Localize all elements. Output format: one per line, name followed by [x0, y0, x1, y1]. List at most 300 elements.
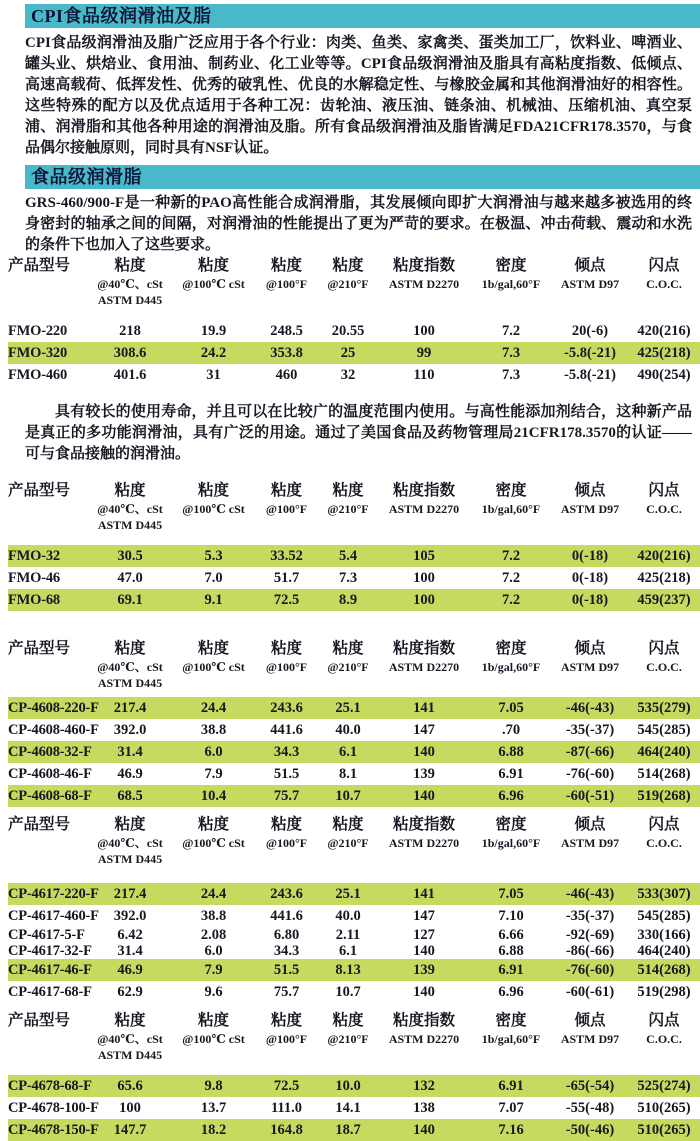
column-header — [172, 815, 255, 867]
product-model: CP-4617-220-F — [8, 886, 99, 902]
column-header — [628, 481, 700, 533]
column-header — [255, 639, 318, 691]
column-header-label: 粘度 — [197, 257, 229, 274]
table-row — [0, 1119, 700, 1141]
value-cell: 140 — [413, 788, 435, 804]
table-row — [0, 981, 700, 1003]
table-row — [0, 545, 700, 567]
value-cell: 40.0 — [335, 722, 361, 738]
value-cell: 7.16 — [498, 1122, 524, 1138]
column-header-subtext: ASTM D97 — [560, 502, 620, 516]
column-header-subtext: @100℃ cSt — [182, 836, 245, 850]
column-header — [88, 815, 172, 867]
value-cell: 6.96 — [498, 984, 524, 1000]
column-header-label: 粘度 — [197, 1012, 229, 1029]
column-header-label: 粘度 — [270, 640, 302, 657]
value-cell: 51.7 — [273, 570, 300, 586]
column-header-subtext: @100°F — [265, 1032, 308, 1046]
value-cell: 545(285) — [637, 722, 691, 738]
column-header — [470, 256, 552, 308]
value-cell: 510(265) — [637, 1100, 691, 1116]
column-header — [0, 481, 88, 533]
value-cell: 46.9 — [117, 962, 143, 978]
value-cell: 127 — [413, 927, 435, 943]
value-cell: 110 — [413, 367, 435, 383]
value-cell: 6.88 — [498, 744, 524, 760]
column-header — [628, 639, 700, 691]
column-header-subtext: ASTM D445 — [97, 852, 163, 866]
column-header-label: 粘度指数 — [392, 1012, 455, 1029]
column-header-label: 粘度指数 — [392, 482, 455, 499]
column-header-label: 粘度 — [270, 1012, 302, 1029]
column-header-subtext: ASTM D2270 — [388, 1032, 460, 1046]
product-model: FMO-68 — [8, 592, 60, 608]
value-cell: 100 — [119, 1100, 141, 1116]
column-header-subtext: C.O.C. — [646, 277, 682, 291]
column-header-subtext: @100℃ cSt — [182, 502, 245, 516]
column-header-label: 粘度 — [197, 816, 229, 833]
column-header-subtext: @210°F — [327, 836, 369, 850]
grease-intro-paragraph: GRS-460/900-F是一种新的PAO高性能合成润滑脂，其发展倾向即扩大润滑油与越来越多被选用的终身密封的轴承之间的间隔，对润滑油的性能提出了更为严苛的要求。在极温、冲击荷载、震动和水洗的条件下也加入了这些要求。 — [25, 195, 692, 253]
column-header-subtext: @210°F — [327, 1032, 369, 1046]
table-header-row — [0, 639, 700, 691]
column-header-subtext: @210°F — [327, 277, 369, 291]
value-cell: -5.8(-21) — [564, 367, 616, 383]
table-row — [0, 589, 700, 611]
value-cell: 31.4 — [117, 943, 143, 959]
column-header — [378, 815, 470, 867]
table-row — [0, 763, 700, 785]
column-header — [552, 256, 628, 308]
column-header-label: 倾点 — [574, 482, 606, 499]
value-cell: 139 — [413, 962, 435, 978]
value-cell: 6.96 — [498, 788, 524, 804]
value-cell: 132 — [413, 1078, 435, 1094]
value-cell: -46(-43) — [565, 700, 615, 716]
product-model: CP-4617-5-F — [8, 927, 85, 943]
column-header-label: 闪点 — [648, 257, 680, 274]
column-header-subtext: C.O.C. — [646, 836, 682, 850]
value-cell: 6.0 — [204, 943, 223, 959]
value-cell: 441.6 — [270, 722, 303, 738]
cpi-intro-paragraph: CPI食品级润滑油及脂广泛应用于各个行业：肉类、鱼类、家禽类、蛋类加工厂，饮料业、啤酒业、罐头业、烘焙业、食用油、制药业、化工业等等。CPI食品级润滑油及脂具有高粘度指数、低倾点、高速高载荷、低挥发性、优秀的破乳性、优良的水解稳定性、与橡胶金属和其他润滑油好的相容性。这些特殊的配方以及优点适用于各种工况：齿轮油、液压油、链条油、机械油、压缩机油、真空泵浦、润滑脂和其他各种用途的润滑油及脂。所有食品级润滑油及脂皆满足FDA21CFR178.3570，与食品偶尔接触原则，同时具有NSF认证。 — [25, 35, 692, 156]
column-header-subtext: 1b/gal,60°F — [481, 277, 541, 291]
column-header-label: 粘度 — [114, 257, 146, 274]
value-cell: 10.0 — [335, 1078, 361, 1094]
value-cell: 32 — [340, 367, 356, 383]
value-cell: 6.80 — [273, 927, 300, 943]
value-cell: -5.8(-21) — [564, 345, 616, 361]
value-cell: 308.6 — [113, 345, 147, 361]
column-header — [378, 639, 470, 691]
cp-4608-series-table — [0, 639, 700, 807]
product-model: CP-4678-68-F — [8, 1078, 92, 1094]
value-cell: 7.2 — [501, 570, 521, 586]
table-row — [0, 959, 700, 981]
value-cell: 31 — [206, 367, 221, 383]
value-cell: .70 — [501, 722, 521, 738]
cp-4617-series-table — [0, 815, 700, 1003]
column-header — [255, 256, 318, 308]
value-cell: 75.7 — [273, 788, 300, 804]
value-cell: 8.9 — [338, 592, 358, 608]
value-cell: -46(-43) — [565, 886, 615, 902]
product-model: CP-4617-68-F — [8, 984, 92, 1000]
value-cell: 7.2 — [501, 548, 521, 564]
column-header-label: 粘度 — [332, 640, 364, 657]
column-header — [470, 815, 552, 867]
value-cell: 5.4 — [338, 548, 358, 564]
product-model: FMO-46 — [8, 570, 60, 586]
column-header-subtext: 1b/gal,60°F — [481, 502, 541, 516]
value-cell: 7.2 — [501, 592, 521, 608]
column-header — [628, 815, 700, 867]
column-header-subtext: @100°F — [265, 502, 308, 516]
value-cell: 243.6 — [270, 700, 303, 716]
value-cell: 13.7 — [200, 1100, 227, 1116]
column-header-label: 密度 — [495, 640, 527, 657]
column-header-subtext: ASTM D2270 — [388, 277, 460, 291]
table-row — [0, 883, 700, 905]
table-row — [0, 1075, 700, 1097]
table-row — [0, 697, 700, 719]
value-cell: 69.1 — [117, 592, 143, 608]
section-title: CPI食品级润滑油及脂 — [31, 6, 212, 26]
value-cell: 111.0 — [270, 1100, 303, 1116]
value-cell: -60(-51) — [565, 788, 615, 804]
value-cell: 7.9 — [204, 962, 223, 978]
value-cell: -55(-48) — [565, 1100, 615, 1116]
value-cell: 248.5 — [270, 323, 303, 339]
value-cell: 72.5 — [273, 1078, 300, 1094]
column-header-label: 密度 — [495, 482, 527, 499]
column-header-subtext: ASTM D2270 — [388, 836, 460, 850]
product-model: FMO-320 — [8, 345, 68, 361]
value-cell: 139 — [413, 766, 435, 782]
value-cell: 420(216) — [637, 323, 691, 339]
value-cell: 138 — [413, 1100, 435, 1116]
product-model: CP-4617-460-F — [8, 908, 99, 924]
table-row — [0, 567, 700, 589]
value-cell: 0(-18) — [571, 570, 609, 586]
column-header-label: 粘度 — [332, 257, 364, 274]
value-cell: -35(-37) — [565, 722, 615, 738]
column-header-subtext: @100℃ cSt — [182, 277, 245, 291]
column-header-subtext: @100°F — [265, 277, 308, 291]
value-cell: 24.2 — [200, 345, 227, 361]
column-header-label: 倾点 — [574, 816, 606, 833]
value-cell: 46.9 — [117, 766, 143, 782]
value-cell: 34.3 — [273, 744, 300, 760]
column-header — [318, 639, 378, 691]
value-cell: 20.55 — [331, 323, 365, 339]
value-cell: 20(-6) — [571, 323, 609, 339]
value-cell: 25.1 — [335, 886, 361, 902]
value-cell: 100 — [413, 323, 435, 339]
value-cell: -76(-60) — [565, 766, 615, 782]
column-header — [255, 481, 318, 533]
value-cell: -60(-61) — [565, 984, 615, 1000]
column-header — [552, 815, 628, 867]
column-header-subtext: C.O.C. — [646, 502, 682, 516]
value-cell: 33.52 — [270, 548, 303, 564]
value-cell: 72.5 — [273, 592, 300, 608]
column-header-label: 闪点 — [648, 482, 680, 499]
value-cell: 533(307) — [637, 886, 691, 902]
column-header-subtext: ASTM D445 — [97, 1048, 163, 1062]
column-header-subtext: ASTM D97 — [560, 836, 620, 850]
value-cell: 62.9 — [117, 984, 143, 1000]
value-cell: 141 — [413, 700, 435, 716]
cp-4678-series-table — [0, 1011, 700, 1141]
column-header-label: 闪点 — [648, 1012, 680, 1029]
table-row — [0, 785, 700, 807]
value-cell: 10.7 — [335, 984, 361, 1000]
column-header-subtext: ASTM D445 — [97, 293, 163, 307]
table-row — [0, 1097, 700, 1119]
column-header-label: 粘度 — [270, 482, 302, 499]
table-header-row — [0, 256, 700, 308]
column-header-subtext: @100℃ cSt — [182, 660, 245, 674]
column-header-subtext: ASTM D2270 — [388, 502, 460, 516]
value-cell: 464(240) — [637, 943, 691, 959]
column-header-label: 倾点 — [574, 640, 606, 657]
value-cell: 6.91 — [498, 1078, 524, 1094]
product-model: CP-4678-150-F — [8, 1122, 99, 1138]
value-cell: 7.10 — [498, 908, 524, 924]
value-cell: 8.1 — [338, 766, 358, 782]
column-header — [172, 639, 255, 691]
column-header-subtext: @40℃、cSt — [97, 277, 163, 291]
table-header-row — [0, 1011, 700, 1063]
column-header — [255, 1011, 318, 1063]
value-cell: 5.3 — [204, 548, 223, 564]
value-cell: 30.5 — [117, 548, 143, 564]
column-header-label: 粘度指数 — [392, 257, 455, 274]
column-header-subtext: @210°F — [327, 660, 369, 674]
value-cell: 100 — [413, 592, 435, 608]
value-cell: 6.42 — [117, 927, 143, 943]
column-header-subtext: @100°F — [265, 660, 308, 674]
value-cell: -50(-46) — [565, 1122, 615, 1138]
column-header-label: 密度 — [495, 1012, 527, 1029]
product-model: CP-4608-68-F — [8, 788, 92, 804]
product-model: CP-4608-32-F — [8, 744, 92, 760]
value-cell: 7.9 — [204, 766, 223, 782]
column-header-label: 粘度 — [197, 482, 229, 499]
column-header — [552, 1011, 628, 1063]
column-header-subtext: ASTM D97 — [560, 277, 620, 291]
product-model: FMO-460 — [8, 367, 68, 383]
column-header-label: 粘度 — [114, 1012, 146, 1029]
column-header-label: 粘度 — [332, 1012, 364, 1029]
column-header-subtext: C.O.C. — [646, 1032, 682, 1046]
value-cell: 105 — [413, 548, 435, 564]
value-cell: 6.1 — [338, 744, 358, 760]
column-header — [628, 1011, 700, 1063]
value-cell: 140 — [413, 744, 435, 760]
table-row — [0, 927, 700, 943]
column-header-subtext: ASTM D445 — [97, 676, 163, 690]
table-row — [0, 719, 700, 741]
value-cell: 514(268) — [637, 766, 691, 782]
value-cell: 425(218) — [637, 570, 691, 586]
table-row — [0, 364, 700, 386]
value-cell: 2.11 — [335, 927, 361, 943]
column-header-label: 产品型号 — [8, 816, 71, 833]
value-cell: 164.8 — [270, 1122, 303, 1138]
value-cell: 18.2 — [200, 1122, 227, 1138]
table-row — [0, 741, 700, 763]
column-header-label: 密度 — [495, 816, 527, 833]
value-cell: 7.07 — [498, 1100, 524, 1116]
value-cell: 34.3 — [273, 943, 300, 959]
column-header — [88, 639, 172, 691]
value-cell: 330(166) — [637, 927, 691, 943]
column-header — [88, 1011, 172, 1063]
value-cell: 217.4 — [113, 886, 147, 902]
value-cell: 217.4 — [113, 700, 147, 716]
value-cell: 425(218) — [637, 345, 691, 361]
column-header-label: 倾点 — [574, 1012, 606, 1029]
table-row — [0, 943, 700, 959]
column-header — [318, 256, 378, 308]
value-cell: 24.4 — [200, 886, 227, 902]
value-cell: 18.7 — [335, 1122, 361, 1138]
value-cell: 140 — [413, 943, 435, 959]
column-header — [318, 1011, 378, 1063]
column-header — [0, 639, 88, 691]
value-cell: 218 — [119, 323, 141, 339]
value-cell: 7.0 — [204, 570, 223, 586]
value-cell: 0(-18) — [571, 548, 609, 564]
section-header-cpi-oils — [25, 4, 700, 28]
value-cell: 392.0 — [113, 722, 147, 738]
value-cell: 100 — [413, 570, 435, 586]
value-cell: -87(-66) — [565, 744, 615, 760]
column-header — [552, 481, 628, 533]
value-cell: 6.1 — [338, 943, 358, 959]
column-header-subtext: ASTM D97 — [560, 660, 620, 674]
column-header — [470, 639, 552, 691]
column-header-label: 产品型号 — [8, 482, 71, 499]
value-cell: 7.05 — [498, 700, 524, 716]
product-model: CP-4608-46-F — [8, 766, 92, 782]
column-header-subtext: @100°F — [265, 836, 308, 850]
column-header-subtext: 1b/gal,60°F — [481, 660, 541, 674]
table-row — [0, 342, 700, 364]
value-cell: 99 — [416, 345, 432, 361]
value-cell: 147.7 — [113, 1122, 147, 1138]
value-cell: 19.9 — [200, 323, 227, 339]
document-page — [0, 4, 700, 1141]
value-cell: 535(279) — [637, 700, 691, 716]
column-header — [318, 481, 378, 533]
value-cell: 25.1 — [335, 700, 361, 716]
product-model: CP-4608-460-F — [8, 722, 99, 738]
value-cell: 51.5 — [273, 962, 300, 978]
column-header-subtext: ASTM D97 — [560, 1032, 620, 1046]
value-cell: 140 — [413, 1122, 435, 1138]
value-cell: 68.5 — [117, 788, 143, 804]
column-header-label: 闪点 — [648, 816, 680, 833]
value-cell: 519(268) — [637, 788, 691, 804]
column-header-label: 粘度 — [114, 816, 146, 833]
column-header-subtext: ASTM D445 — [97, 518, 163, 532]
value-cell: 441.6 — [270, 908, 303, 924]
column-header — [88, 481, 172, 533]
value-cell: 9.1 — [204, 592, 223, 608]
column-header-subtext: @100℃ cSt — [182, 1032, 245, 1046]
value-cell: -86(-66) — [565, 943, 615, 959]
column-header-subtext: ASTM D2270 — [388, 660, 460, 674]
table-row — [0, 320, 700, 342]
column-header — [0, 815, 88, 867]
value-cell: 7.2 — [501, 323, 521, 339]
section-header-food-grease — [25, 165, 700, 189]
column-header-label: 产品型号 — [8, 640, 71, 657]
mid-paragraph: 具有较长的使用寿命，并且可以在比较广的温度范围内使用。与高性能添加剂结合，这种新产品是真正的多功能润滑油，具有广泛的用途。通过了美国食品及药物管理局21CFR178.3570的认证——可与食品接触的润滑油。 — [25, 404, 692, 462]
value-cell: 519(298) — [637, 984, 691, 1000]
column-header-subtext: 1b/gal,60°F — [481, 1032, 541, 1046]
column-header — [172, 256, 255, 308]
column-header-subtext: @40℃、cSt — [97, 660, 163, 674]
section-title: 食品级润滑脂 — [31, 167, 142, 187]
value-cell: 545(285) — [637, 908, 691, 924]
column-header-label: 闪点 — [648, 640, 680, 657]
value-cell: 47.0 — [117, 570, 143, 586]
column-header — [378, 1011, 470, 1063]
value-cell: 459(237) — [637, 592, 691, 608]
column-header-label: 倾点 — [574, 257, 606, 274]
column-header — [628, 256, 700, 308]
fmo-heavy-grades-table — [0, 256, 700, 386]
value-cell: -65(-54) — [565, 1078, 615, 1094]
value-cell: 65.6 — [117, 1078, 143, 1094]
value-cell: 7.05 — [498, 886, 524, 902]
value-cell: 420(216) — [637, 548, 691, 564]
value-cell: 401.6 — [113, 367, 147, 383]
value-cell: 9.8 — [204, 1078, 223, 1094]
column-header-subtext: @40℃、cSt — [97, 836, 163, 850]
column-header — [470, 481, 552, 533]
value-cell: 0(-18) — [571, 592, 609, 608]
fmo-light-grades-table — [0, 481, 700, 611]
column-header — [172, 1011, 255, 1063]
value-cell: 525(274) — [637, 1078, 691, 1094]
value-cell: 6.66 — [498, 927, 524, 943]
value-cell: 464(240) — [637, 744, 691, 760]
column-header-label: 密度 — [495, 257, 527, 274]
value-cell: 8.13 — [335, 962, 361, 978]
column-header-label: 粘度 — [270, 816, 302, 833]
column-header-label: 产品型号 — [8, 257, 71, 274]
value-cell: 40.0 — [335, 908, 361, 924]
column-header-subtext: @40℃、cSt — [97, 1032, 163, 1046]
column-header-label: 粘度 — [332, 816, 364, 833]
column-header-subtext: 1b/gal,60°F — [481, 836, 541, 850]
value-cell: 7.3 — [338, 570, 358, 586]
value-cell: -76(-60) — [565, 962, 615, 978]
value-cell: 353.8 — [270, 345, 303, 361]
column-header — [470, 1011, 552, 1063]
value-cell: 38.8 — [200, 908, 227, 924]
value-cell: 24.4 — [200, 700, 227, 716]
value-cell: 490(254) — [637, 367, 691, 383]
column-header-label: 粘度指数 — [392, 816, 455, 833]
table-row — [0, 905, 700, 927]
column-header — [552, 639, 628, 691]
